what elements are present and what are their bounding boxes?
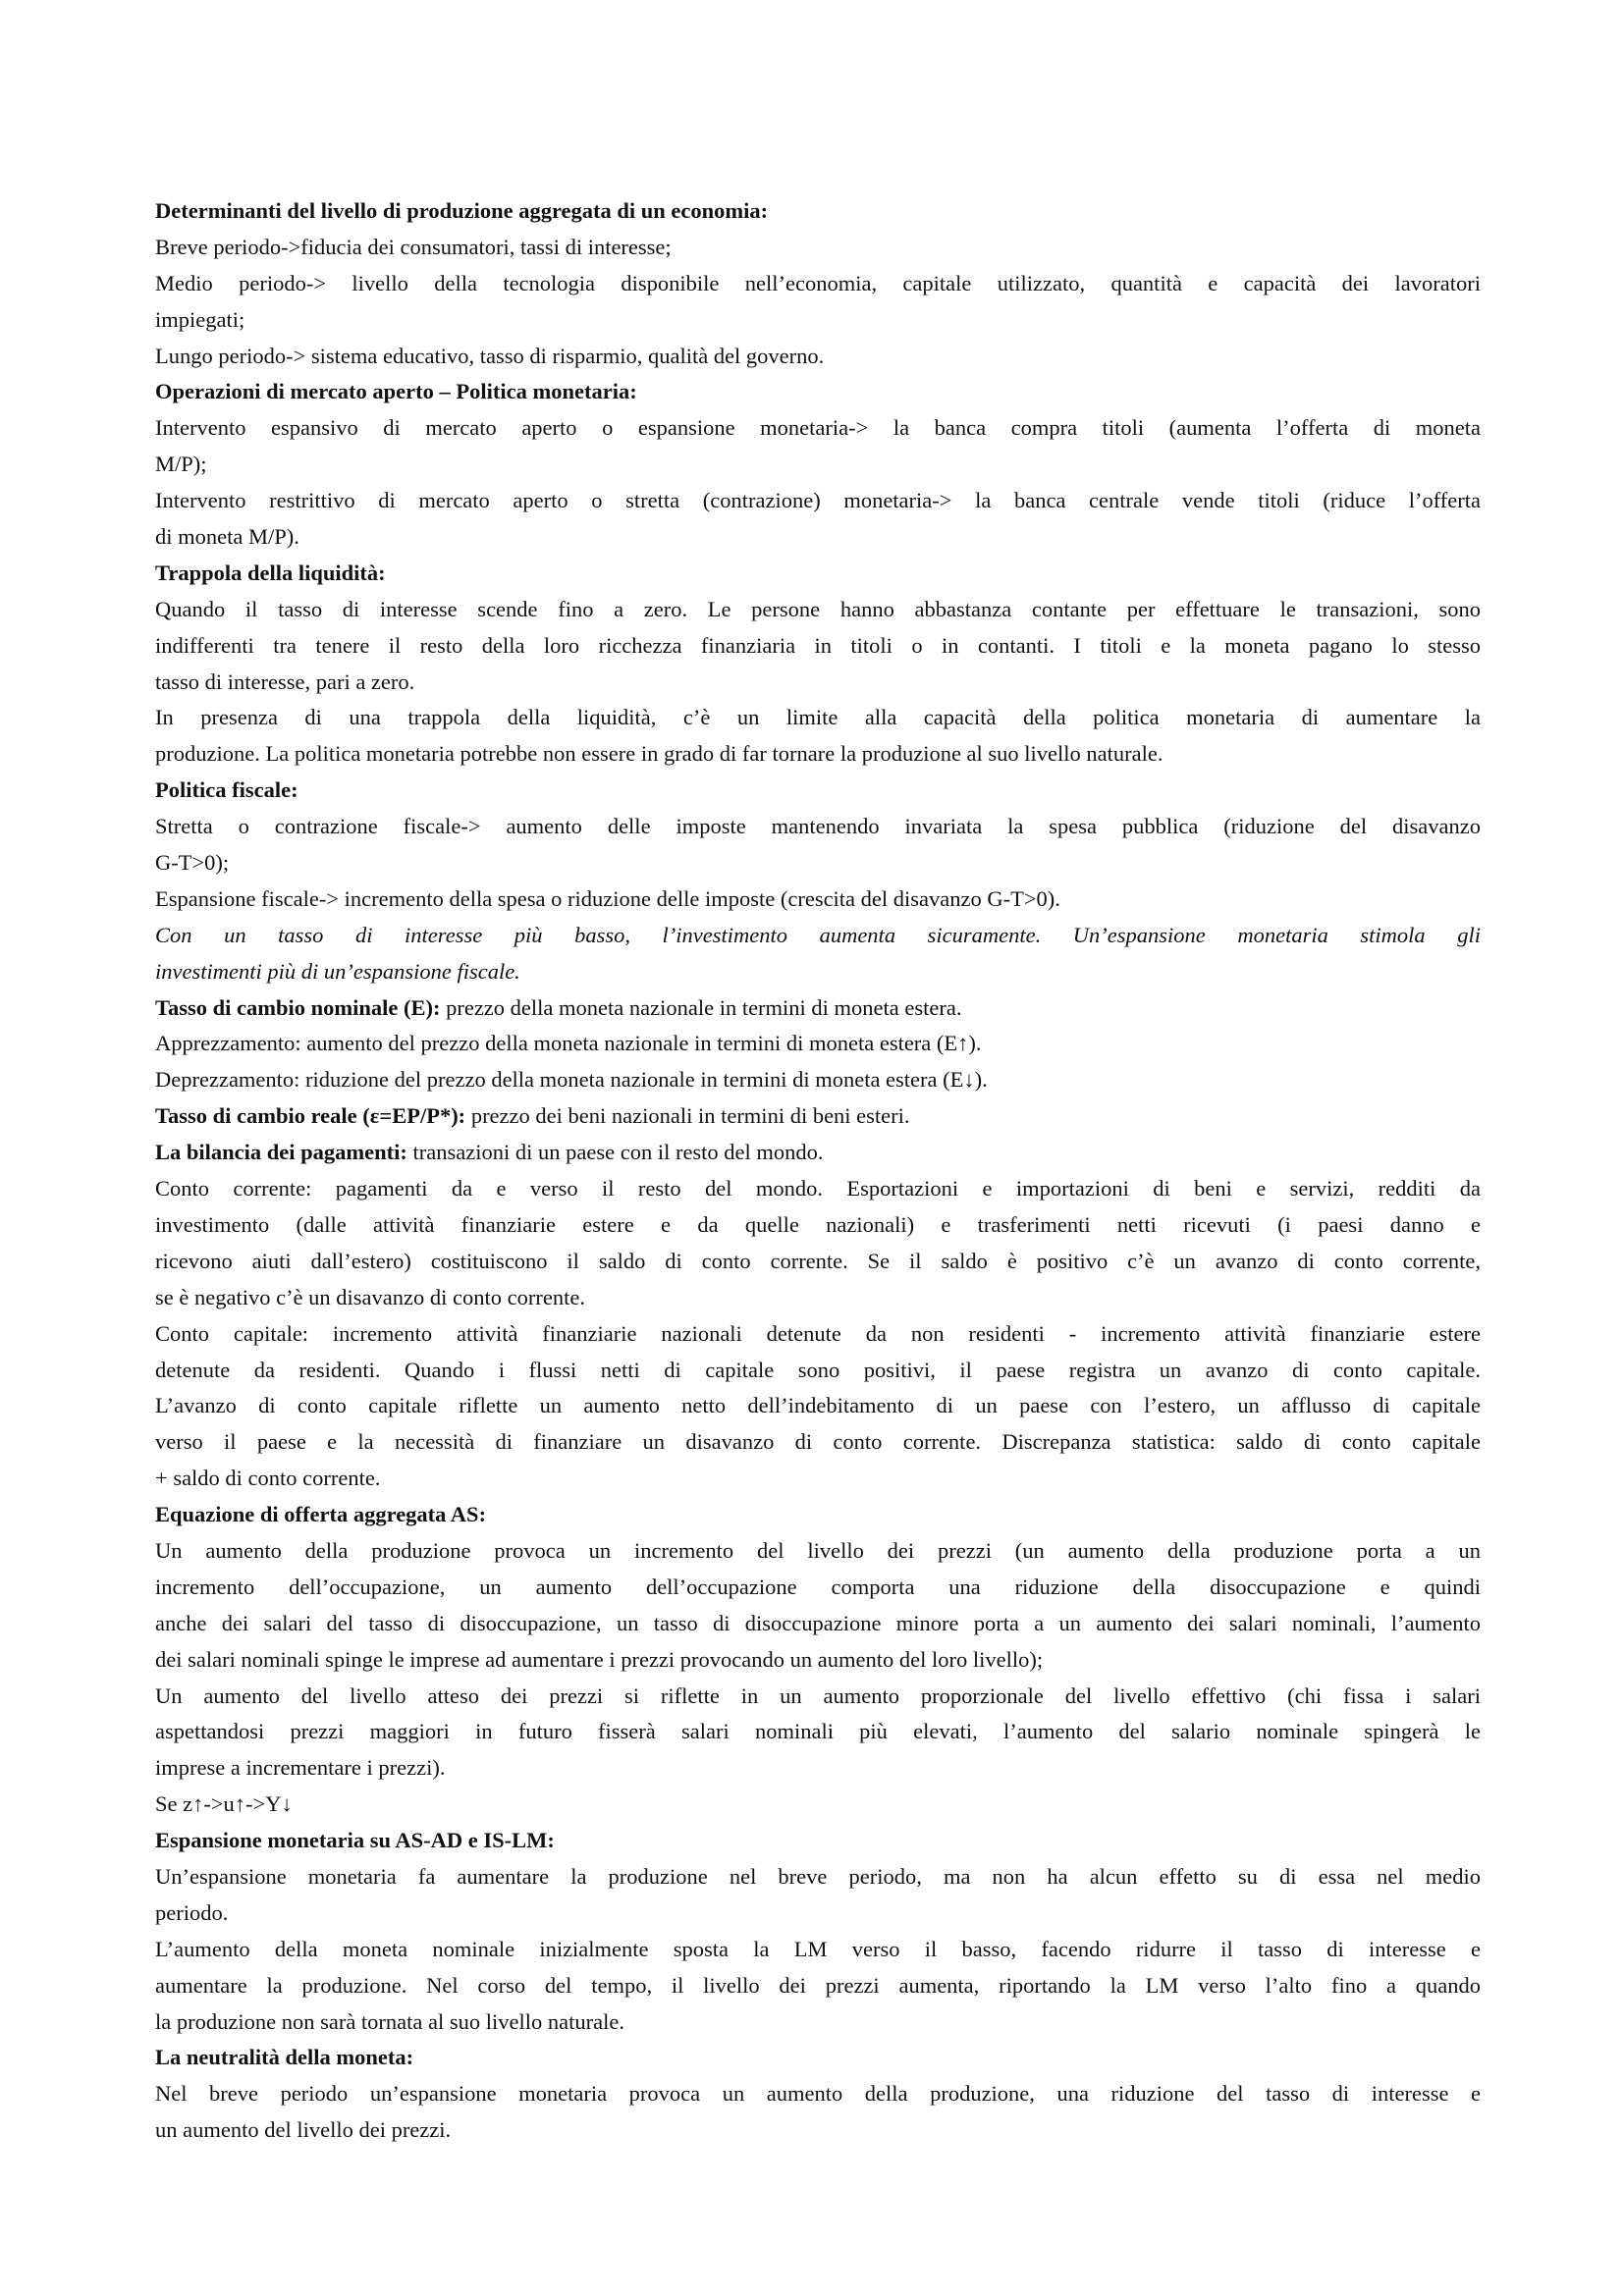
text-line xyxy=(155,483,1481,519)
line-text: periodo. xyxy=(155,1899,229,1925)
paragraph xyxy=(155,700,1481,773)
paragraph xyxy=(155,1135,1481,1171)
line-text: verso il paese e la necessità di finanziare un disavanzo di conto corrente. Discrepanza statistica: saldo di conto capitale xyxy=(155,1429,1481,1455)
paragraph xyxy=(155,881,1481,918)
line-text: Conto corrente: pagamenti da e verso il resto del mondo. Esportazioni e importazioni di beni e servizi, redditi da xyxy=(155,1176,1481,1201)
line-text: un aumento del livello dei prezzi. xyxy=(155,2117,452,2143)
text-line xyxy=(155,1244,1481,1280)
text-line xyxy=(155,1859,1481,1896)
line-text: prezzo della moneta nazionale in termini di moneta estera. xyxy=(446,994,962,1020)
line-text: Quando il tasso di interesse scende fino a zero. Le persone hanno abbastanza contante per effettuare le transazioni, sono xyxy=(155,596,1481,621)
text-line xyxy=(155,881,1481,918)
line-text: Apprezzamento: aumento del prezzo della moneta nazionale in termini di moneta estera (E↑). xyxy=(155,1031,982,1056)
text-line xyxy=(155,1353,1481,1389)
line-text: M/P); xyxy=(155,452,207,477)
text-line xyxy=(155,519,1481,556)
text-line xyxy=(155,1642,1481,1679)
line-text: Se z↑->u↑->Y↓ xyxy=(155,1791,293,1817)
line-text: Intervento restrittivo di mercato aperto o stretta (contrazione) monetaria-> la banca centrale vende titoli (riduce l’offerta xyxy=(155,488,1481,513)
line-text: indifferenti tra tenere il resto della loro ricchezza finanziaria in titoli o in contanti. I titoli e la moneta pagano lo stesso xyxy=(155,632,1481,658)
line-text: incremento dell’occupazione, un aumento dell’occupazione comporta una riduzione della disoccupazione e quindi xyxy=(155,1574,1481,1599)
section-heading: Trappola della liquidità: xyxy=(155,560,386,585)
paragraph xyxy=(155,1787,1481,1823)
text-line xyxy=(155,736,1481,773)
line-text: In presenza di una trappola della liquidità, c’è un limite alla capacità della politica monetaria di aumentare la xyxy=(155,705,1481,730)
line-text: la produzione non sarà tornata al suo livello naturale. xyxy=(155,2008,624,2034)
text-line xyxy=(155,1570,1481,1606)
text-line xyxy=(155,628,1481,665)
text-line xyxy=(155,1026,1481,1062)
text-line xyxy=(155,1098,1481,1135)
line-text: Lungo periodo-> sistema educativo, tasso di risparmio, qualità del governo. xyxy=(155,343,825,368)
line-text: Nel breve periodo un’espansione monetaria provoca un aumento della produzione, una riduzione del tasso di interesse e xyxy=(155,2081,1481,2107)
text-line xyxy=(155,2004,1481,2041)
section-heading: Espansione monetaria su AS-AD e IS-LM: xyxy=(155,1828,555,1853)
section-heading: Equazione di offerta aggregata AS: xyxy=(155,1502,487,1527)
text-line xyxy=(155,954,1481,990)
paragraph xyxy=(155,1098,1481,1135)
paragraph xyxy=(155,230,1481,266)
text-line xyxy=(155,1207,1481,1244)
text-line xyxy=(155,1424,1481,1461)
paragraph xyxy=(155,266,1481,339)
text-line xyxy=(155,1679,1481,1715)
paragraph xyxy=(155,1679,1481,1788)
text-line xyxy=(155,1787,1481,1823)
paragraph xyxy=(155,1026,1481,1062)
text-line xyxy=(155,1280,1481,1316)
section-heading: La neutralità della moneta: xyxy=(155,2045,414,2070)
paragraph xyxy=(155,1171,1481,1316)
line-text: Con un tasso di interesse più basso, l’investimento aumenta sicuramente. Un’espansione monetaria stimola gli xyxy=(155,922,1481,947)
text-line xyxy=(155,1316,1481,1353)
line-text: produzione. La politica monetaria potrebbe non essere in grado di far tornare la produzione al suo livello naturale. xyxy=(155,741,1163,767)
line-text: imprese a incrementare i prezzi). xyxy=(155,1755,446,1781)
paragraph xyxy=(155,1533,1481,1679)
line-text: ricevono aiuti dall’estero) costituiscono il saldo di conto corrente. Se il saldo è positivo c’è un avanzo di conto corrente, xyxy=(155,1248,1481,1273)
line-text: L’aumento della moneta nominale inizialmente sposta la LM verso il basso, facendo ridurre il tasso di interesse e xyxy=(155,1936,1481,1961)
line-text: prezzo dei beni nazionali in termini di beni esteri. xyxy=(470,1103,910,1129)
inline-term: Tasso di cambio nominale (E): xyxy=(155,994,441,1020)
line-text: investimento (dalle attività finanziarie estere e da quelle nazionali) e trasferimenti netti ricevuti (i paesi danno e xyxy=(155,1211,1481,1237)
paragraph xyxy=(155,918,1481,990)
line-text: G-T>0); xyxy=(155,850,230,876)
line-text: Un aumento del livello atteso dei prezzi si riflette in un aumento proporzionale del livello effettivo (chi fissa i salari xyxy=(155,1682,1481,1708)
text-line xyxy=(155,1714,1481,1750)
text-line xyxy=(155,1606,1481,1642)
text-line xyxy=(155,1750,1481,1787)
inline-term: Tasso di cambio reale (ε=EP/P*): xyxy=(155,1103,466,1129)
text-line xyxy=(155,1171,1481,1207)
section-heading: Politica fiscale: xyxy=(155,777,298,803)
text-line xyxy=(155,2112,1481,2149)
text-line xyxy=(155,845,1481,881)
inline-term: La bilancia dei pagamenti: xyxy=(155,1140,407,1165)
paragraph xyxy=(155,1859,1481,1932)
line-text: Conto capitale: incremento attività finanziarie nazionali detenute da non residenti - incremento attività finanziarie estere xyxy=(155,1320,1481,1346)
text-line xyxy=(155,1968,1481,2004)
text-line xyxy=(155,1533,1481,1570)
line-text: L’avanzo di conto capitale riflette un aumento netto dell’indebitamento di un paese con l’estero, un afflusso di capitale xyxy=(155,1393,1481,1418)
line-text: investimenti più di un’espansione fiscale. xyxy=(155,958,520,984)
line-text: se è negativo c’è un disavanzo di conto corrente. xyxy=(155,1284,585,1309)
text-line xyxy=(155,665,1481,701)
text-line xyxy=(155,1388,1481,1424)
text-line xyxy=(155,266,1481,302)
paragraph xyxy=(155,1932,1481,2041)
paragraph xyxy=(155,410,1481,483)
text-line xyxy=(155,1932,1481,1968)
text-line xyxy=(155,700,1481,736)
paragraph xyxy=(155,339,1481,375)
line-text: impiegati; xyxy=(155,306,245,332)
text-line xyxy=(155,809,1481,845)
text-line xyxy=(155,447,1481,483)
line-text: Espansione fiscale-> incremento della spesa o riduzione delle imposte (crescita del disavanzo G-T>0). xyxy=(155,885,1060,911)
text-line xyxy=(155,410,1481,447)
text-line xyxy=(155,2076,1481,2112)
line-text: Breve periodo->fiducia dei consumatori, tassi di interesse; xyxy=(155,234,672,259)
text-line xyxy=(155,230,1481,266)
line-text: Deprezzamento: riduzione del prezzo della moneta nazionale in termini di moneta estera (E↓). xyxy=(155,1067,988,1093)
paragraph xyxy=(155,809,1481,881)
line-text: Stretta o contrazione fiscale-> aumento delle imposte mantenendo invariata la spesa pubblica (riduzione del disavanzo xyxy=(155,814,1481,839)
section-heading: Determinanti del livello di produzione aggregata di un economia: xyxy=(155,198,769,223)
line-text: dei salari nominali spinge le imprese ad aumentare i prezzi provocando un aumento del loro livello); xyxy=(155,1646,1044,1672)
line-text: tasso di interesse, pari a zero. xyxy=(155,668,415,694)
line-text: Medio periodo-> livello della tecnologia disponibile nell’economia, capitale utilizzato, quantità e capacità dei lavoratori xyxy=(155,270,1481,295)
line-text: anche dei salari del tasso di disoccupazione, un tasso di disoccupazione minore porta a un aumento dei salari nominali, l’aumento xyxy=(155,1610,1481,1635)
line-text: + saldo di conto corrente. xyxy=(155,1466,381,1491)
paragraph xyxy=(155,1062,1481,1098)
line-text: transazioni di un paese con il resto del mondo. xyxy=(412,1140,824,1165)
paragraph xyxy=(155,1316,1481,1497)
paragraph xyxy=(155,592,1481,701)
line-text: aspettandosi prezzi maggiori in futuro fisserà salari nominali più elevati, l’aumento del salario nominale spingerà le xyxy=(155,1719,1481,1744)
paragraph xyxy=(155,2076,1481,2149)
text-line xyxy=(155,1062,1481,1098)
paragraph xyxy=(155,990,1481,1027)
text-line xyxy=(155,1461,1481,1497)
text-line xyxy=(155,339,1481,375)
text-line xyxy=(155,918,1481,954)
text-line xyxy=(155,990,1481,1027)
text-line xyxy=(155,1135,1481,1171)
section-heading: Operazioni di mercato aperto – Politica monetaria: xyxy=(155,379,637,404)
paragraph xyxy=(155,483,1481,556)
text-line xyxy=(155,592,1481,628)
document-page xyxy=(155,193,1481,2149)
text-line xyxy=(155,302,1481,339)
line-text: Un aumento della produzione provoca un incremento del livello dei prezzi (un aumento della produzione porta a un xyxy=(155,1537,1481,1563)
line-text: aumentare la produzione. Nel corso del tempo, il livello dei prezzi aumenta, riportando la LM verso l’alto fino a quando xyxy=(155,1972,1481,1998)
line-text: Un’espansione monetaria fa aumentare la produzione nel breve periodo, ma non ha alcun effetto su di essa nel medio xyxy=(155,1863,1481,1889)
line-text: Intervento espansivo di mercato aperto o espansione monetaria-> la banca compra titoli (aumenta l’offerta di moneta xyxy=(155,415,1481,441)
line-text: detenute da residenti. Quando i flussi netti di capitale sono positivi, il paese registra un avanzo di conto capitale. xyxy=(155,1357,1481,1382)
text-line xyxy=(155,1896,1481,1932)
line-text: di moneta M/P). xyxy=(155,524,299,550)
